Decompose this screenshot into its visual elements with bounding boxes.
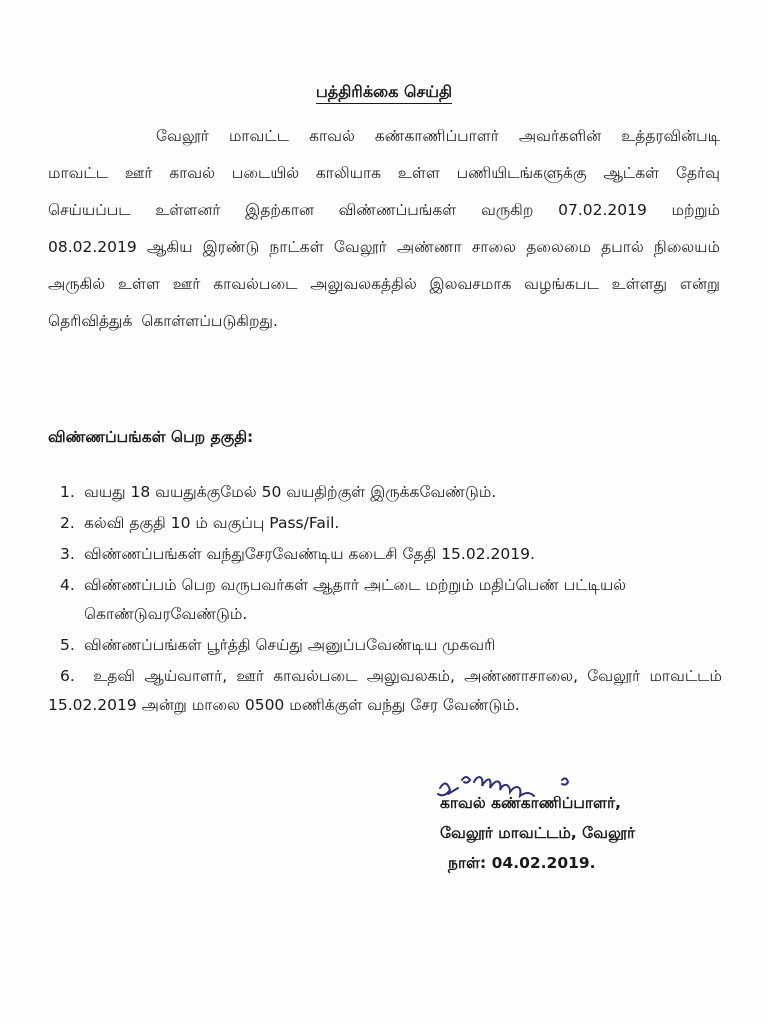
list-item-number: 6. [60,667,75,685]
list-item-text: விண்ணப்பங்கள் வந்துசேரவேண்டிய கடைசி தேதி 15.02.2019. [84,545,535,563]
intro-paragraph: வேலூர் மாவட்ட காவல் கண்காணிப்பாளர் அவர்களின் உத்தரவின்படி மாவட்ட ஊர் காவல் படையில் காலியாக உள்ள பணியிடங்களுக்கு ஆட்கள் தேர்வு செய்யப்பட உள்ளனர் இதற்கான விண்ணப்பங்கள் வருகிற 07.02.2019 மற்றும் 08.02.2019 ஆகிய இரண்டு நாட்கள் வேலூர் அண்ணா சாலை தலைமை தபால் நிலையம் அருகில் உள்ள ஊர் காவல்படை அலுவலகத்தில் இலவசமாக வழங்கபட உள்ளது என்று தெரிவித்துக் கொள்ளப்படுகிறது. [48,127,720,330]
list-item-text: உதவி ஆய்வாளர், ஊர் காவல்படை அலுவலகம், அண்ணாசாலை, வேலூர் மாவட்டம் 15.02.2019 அன்று மாலை 0500 மணிக்குள் வந்து சேர வேண்டும். [48,667,722,714]
list-item-number: 3. [60,545,75,563]
document-date: நாள்: 04.02.2019. [448,854,596,872]
press-release-title [0,82,768,103]
list-item [48,571,722,629]
eligibility-list [48,478,722,722]
list-item-text: விண்ணப்பங்கள் பூர்த்தி செய்து அனுப்பவேண்டிய முகவரி [84,636,496,654]
list-item [48,631,722,660]
list-item [48,478,722,507]
list-item-number: 2. [60,514,75,532]
list-item-number: 5. [60,636,75,654]
list-item-text: கல்வி தகுதி 10 ம் வகுப்பு Pass/Fail. [84,514,340,532]
list-item-number: 1. [60,483,75,501]
title-text: பத்திரிக்கை செய்தி [316,82,452,104]
signatory-designation: காவல் கண்காணிப்பாளர், [440,794,621,812]
signatory-place: வேலூர் மாவட்டம், வேலூர் [440,824,636,842]
eligibility-heading: விண்ணப்பங்கள் பெற தகுதி: [48,428,254,446]
list-item [48,662,722,720]
list-item-text: விண்ணப்பம் பெற வருபவர்கள் ஆதார் அட்டை மற்றும் மதிப்பெண் பட்டியல் கொண்டுவரவேண்டும். [84,576,627,623]
list-item [48,540,722,569]
signature-block [440,788,740,878]
list-item [48,509,722,538]
list-item-text: வயது 18 வயதுக்குமேல் 50 வயதிற்குள் இருக்கவேண்டும். [84,483,497,501]
list-item-number: 4. [60,576,75,594]
